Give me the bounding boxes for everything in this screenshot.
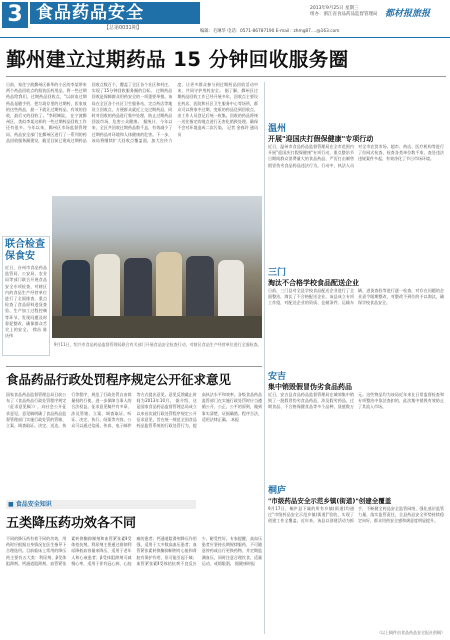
lead-headline: 鄞州建立过期药品 15 分钟回收服务圈	[6, 48, 349, 71]
issue-date: 2013年9月25日 星期三	[310, 6, 359, 11]
knowledge-headline: 五类降压药功效各不同	[6, 516, 137, 531]
sanmen-tag: 三门	[268, 268, 287, 278]
contact-line: 编辑：毛琳华 电话：0571-86787190 E-mail：zhmg87....@163.com	[200, 29, 340, 34]
footer-credit: （以上稿件由食品药品安全报社供稿）	[377, 630, 445, 635]
tonglu-headline: "市级药品安全示范乡镇(街道)"创建全覆盖	[268, 497, 392, 505]
newspaper-logo: 都材报旅报	[385, 9, 431, 19]
column-divider	[264, 82, 265, 634]
anji-story	[268, 372, 444, 480]
story2-rule	[6, 366, 262, 367]
wenzhou-headline: 开展"迎国庆打假保健康"专项行动	[268, 135, 374, 143]
anji-body: 近日，安吉县食品药品监督管理局在城郊集中销毁了一批假冒伪劣食品药品，涉及假劣药品、过期食品、不合格保健食品等多个品种，货值数万元。这些物品均为该局近年来在日常监督检查和专项整治中依法查扣的，此次集中销毁有效防止了其流入市场。	[268, 392, 444, 410]
sponsor-line: 组办：浙江省食品药品监督管理局	[310, 12, 378, 17]
issue-number: 【总第0031期】	[104, 25, 142, 31]
news-photo	[52, 196, 262, 338]
sanmen-body: 日前，三门县对全县学校食品配送企业进行了全面整治，淘汰了不合格配送企业。该县成立专项工作组，对配送企业的资质、仓储条件、运输车辆、进货查验等进行逐一检查，对存在问题的企业责令限期整改，对整改不到位的予以淘汰，确保学校食品安全。	[268, 288, 444, 306]
masthead	[0, 0, 450, 38]
lead-body: 日前，家住宁波鄞州区新华的小区的李某带来两个药品回收点的瓶装医药用品，将一些过期药品给我们，过期药品回收点，"以前家过期药品是随手扔，把垃圾存里的过期药，医家放的这些药品，最一下就让过期药品，有效的回收，最后又的回收了。"李阿姨说。 在宁波鄞州区，类似李某这样的一些过期药品回收工作还有很多。今年以来，鄞州区市场监督管理局、药品安全部门在鄞州区进行了一系列的药品回收服务圈建设，截至目前已建成过期药品回收点数百个，覆盖了全区各个社区和村庄，实现了15分钟回收服务圈的目标。 过期药品回收是保障群众用药安全的一项重要举措。该局在全区各个社区卫生服务站、定点药店等地设立回收点，方便群众就近上交过期药品，同时对回收的药品进行集中处理，防止过期药品回流市场，危害公众健康。 据统计，今年以来，全区共回收过期药品数千盒，有效减少了过期药品对环境和人体健康的危害。下一步，该局将继续扩大回收点覆盖面，加大宣传力度，让更多群众参与到过期药品回收活动中来，共同守护用药安全。 据了解，鄞州区过期药品回收工作已经开展多年，回收点主要设在药店、医院和社区卫生服务中心等场所，群众可以将家中过期、变质的药品送到回收点，由工作人员登记后统一收集。回收的药品将统一送往指定的地点进行无害化销毁处理，确保不会对环境造成二次污染。 记者 金春玲 通讯员	[6, 82, 258, 143]
inspection-box	[2, 236, 50, 356]
anji-headline: 集中销毁假冒伪劣食品药品	[268, 383, 352, 391]
story2-headline: 食品药品行政处罚程序规定公开征求意见	[6, 372, 232, 387]
headline-rule	[6, 76, 446, 77]
inspection-box-title: 联合检查 保食安	[5, 239, 45, 262]
photo-caption: 9月11日，绍兴市食品药品监督管理局联合有关部门开展食品安全检查行动，对辖区食品生产经营单位进行全面检查。	[54, 342, 262, 347]
anji-tag: 安吉	[268, 372, 287, 382]
wenzhou-tag: 温州	[268, 124, 287, 134]
section-title: 食品药品安全	[36, 3, 144, 23]
page-number: 3	[2, 2, 28, 28]
tonglu-body: 9月17日，桐庐县下属的所有乡镇(街道)均通过"市级药品安全示范乡镇(街道)"验收，实现了创建工作全覆盖。近年来，该县以创建活动为抓手，不断健全药品安全监管网络，强化基层监管力量，落实监管责任，全县药品安全形势持续稳定向好，群众用药安全感和满意度明显提升。	[268, 506, 444, 524]
sanmen-story	[268, 268, 444, 366]
inspection-box-body: 近日，台州市食品药品监管局、公安局、农业局等部门联合开展食品安全专项检查，对辖区内的食品生产经营单位进行了全面排查，重点检查了食品原料进货查验、生产加工过程控制等环节，发现问题及时督促整改，确保群众舌尖上的安全。 徐昌 陈庆伟	[5, 265, 47, 339]
tonglu-story	[268, 486, 444, 620]
knowledge-body: 不同的降压药有着不同的功效，用药时应根据自身情况在医生指导下合理选用。目前临床上常用的降压药主要有五大类：利尿剂、β受体阻滞剂、钙通道阻滞剂、血管紧张素转换酶抑制剂和血管紧张素Ⅱ受体拮抗剂。利尿剂主要通过排钠利尿降低血容量来降压，适用于老年人和心衰患者；β受体阻滞剂可减慢心率，适用于伴有冠心病、心绞痛的患者；钙通道阻滞剂降压作用强，适用于大多数高血压患者；血管紧张素转换酶抑制剂对心脏和肾脏有保护作用，但可能引起干咳；血管紧张素Ⅱ受体拮抗剂不良反应少，耐受性好。专家提醒，高血压患者应坚持长期规律服药，不可随意停药或自行更换药物，并定期监测血压，同时注意合理饮食、适量运动、戒烟限酒。 据健康时报	[6, 536, 262, 566]
sanmen-headline: 淘汰不合格学校食品配送企业	[268, 279, 359, 287]
tonglu-tag: 桐庐	[268, 486, 287, 496]
knowledge-tag: ■ 食品安全知识	[8, 501, 52, 508]
masthead-rule	[0, 37, 450, 38]
wenzhou-story	[268, 124, 444, 254]
story2-body: 国家食品药品监督管理总局日前公布了《食品药品行政处罚程序规定（征求意见稿）》，向社会公开征求意见。意见稿明确了食品药品监督管理部门实施行政处罚的管辖、立案、调查取证、决定、送达、执行等程序，规范了行政处罚自由裁量权的行使，进一步保障当事人的合法权益。征求意见稿共有多章，涉及管辖、立案、调查取证、听证、决定、执行、结案等内容。公众可以通过信函、传真、电子邮件等方式提出意见，意见反馈截止时间为2013年10月。 据介绍，这是国家食品药品监督管理总局成立以来首次就行政处罚程序规定公开征求意见，旨在统一规范全国食品药品监管系统的行政处罚行为，提高执法水平和效率。各级食品药品监管部门在实施行政处罚时应当遵循公开、公正、公平的原则，做到事实清楚、证据确凿、程序合法、适用法律正确。 本报	[6, 392, 262, 429]
wenzhou-body: 近日，温州市食品药品监督管理局在全市范围内开展"迎国庆打假保健康"专项行动，重点整治节日期间群众消费量大的食品药品，严厉打击制售假冒伪劣食品药品违法行为。行动中，执法人员对全市农贸市场、超市、药店、医疗机构等进行了拉网式检查，检查各类单位数千家，查处违法违规案件多起，有效净化了节日市场环境。	[268, 144, 444, 168]
